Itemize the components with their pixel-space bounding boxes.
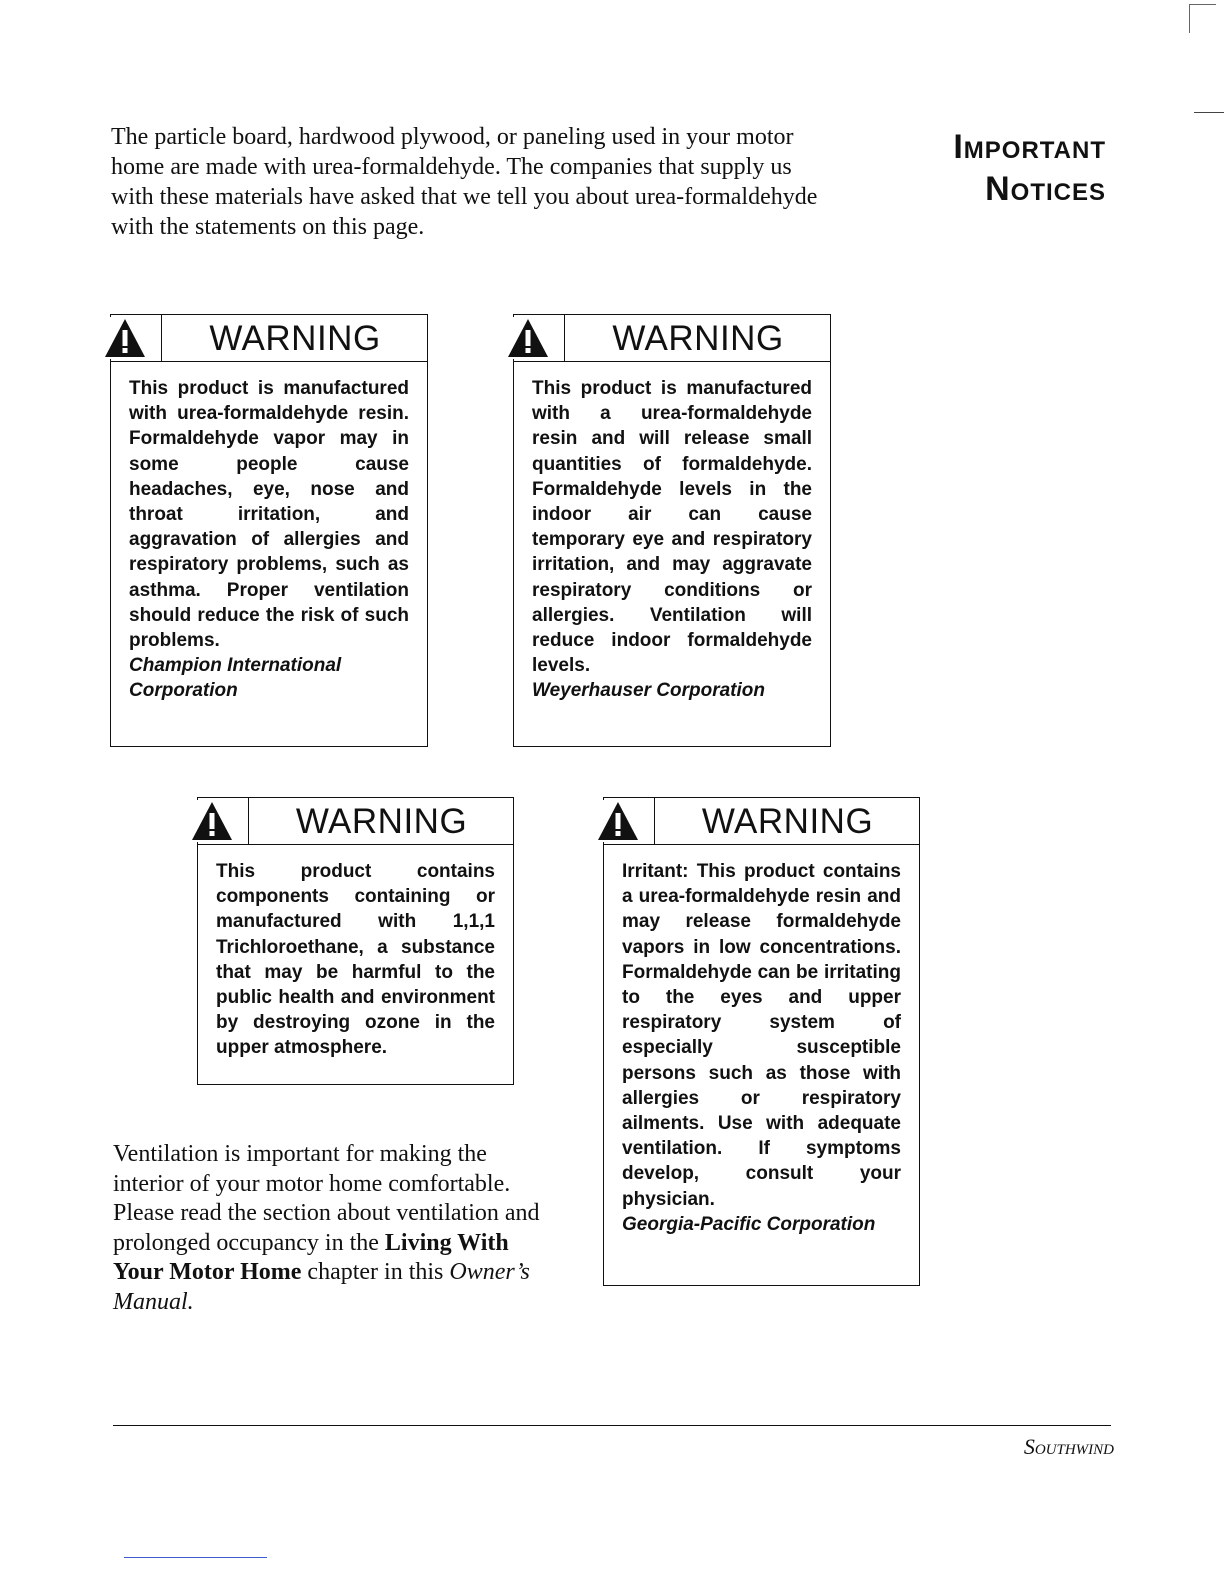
scan-corner-mark [1189,4,1216,33]
ventilation-chapter-name: Living With Your Motor Home [113,1229,509,1285]
warning-header [198,798,513,845]
intro-paragraph: The particle board, hardwood plywood, or paneling used in your motor home are made with urea-formaldehyde. The companies that supply us with these materials have asked that we tell you about urea-formaldehyde with the statements on this page. [111,124,818,240]
warning-source: Champion International Corporation [129,655,342,702]
warning-body [198,845,513,1073]
warning-body [514,362,830,716]
warning-heading: WARNING [209,319,381,358]
scan-artifact-line [124,1557,267,1558]
ventilation-text-1: Ventilation is important for making the interior of your motor home comfortable. Please read the section about ventilation and prolonged occupancy in the [113,1141,540,1256]
warning-source: Weyerhauser Corporation [532,680,765,702]
warning-box-champion [110,314,428,747]
ventilation-paragraph [113,1140,543,1317]
footer-rule [113,1425,1111,1426]
warning-triangle-icon [596,800,640,842]
warning-heading: WARNING [612,319,784,358]
warning-triangle-icon [506,317,550,359]
warning-text: This product is manufactured with a urea-formaldehyde resin and will release small quantities of formaldehyde. Formaldehyde levels in the indoor air can cause temporary eye and respiratory irritation, and may aggravate respiratory conditions or allergies. Ventilation will reduce indoor formaldehyde levels. [532,378,812,677]
warning-text: This product is manufactured with urea-formaldehyde resin. Formaldehyde vapor may in some people cause headaches, eye, nose and throat irritation, and aggravation of allergies and respiratory problems, such as asthma. Proper ventilation should reduce the risk of such problems. [129,378,409,652]
warning-header [604,798,919,845]
warning-text: This product contains components containing or manufactured with 1,1,1 Trichloroethane, a substance that may be harmful to the public health and environment by destroying ozone in the upper atmosphere. [216,861,495,1059]
warning-body [604,845,919,1249]
page-title-line2: Notices [985,170,1106,208]
footer-brand: Southwind [1023,1434,1114,1459]
warning-header [514,315,830,362]
scan-edge-line [1194,112,1224,113]
warning-heading: WARNING [701,802,874,841]
ventilation-text-2: chapter in this [301,1259,450,1285]
warning-triangle-icon [103,317,147,359]
page-title [953,126,1106,210]
warning-box-georgia-pacific [603,797,920,1286]
warning-source: Georgia-Pacific Corporation [622,1213,876,1235]
warning-heading: WARNING [295,802,468,841]
page-title-line1: Important [953,128,1106,166]
warning-triangle-icon [190,800,234,842]
warning-text: Irritant: This product contains a urea-formaldehyde resin and may release formaldehyde vapors in low concentrations. Formaldehyde can be irritating to the eyes and upper respiratory system of especially susceptible persons such as those with allergies or respiratory ailments. Use with adequate ventilation. If symptoms develop, consult your physician. [622,861,901,1210]
warning-header [111,315,427,362]
warning-box-weyerhauser [513,314,831,747]
warning-box-trichloroethane [197,797,514,1085]
warning-body [111,362,427,716]
ventilation-manual-name: Owner’s Manual. [113,1259,530,1315]
